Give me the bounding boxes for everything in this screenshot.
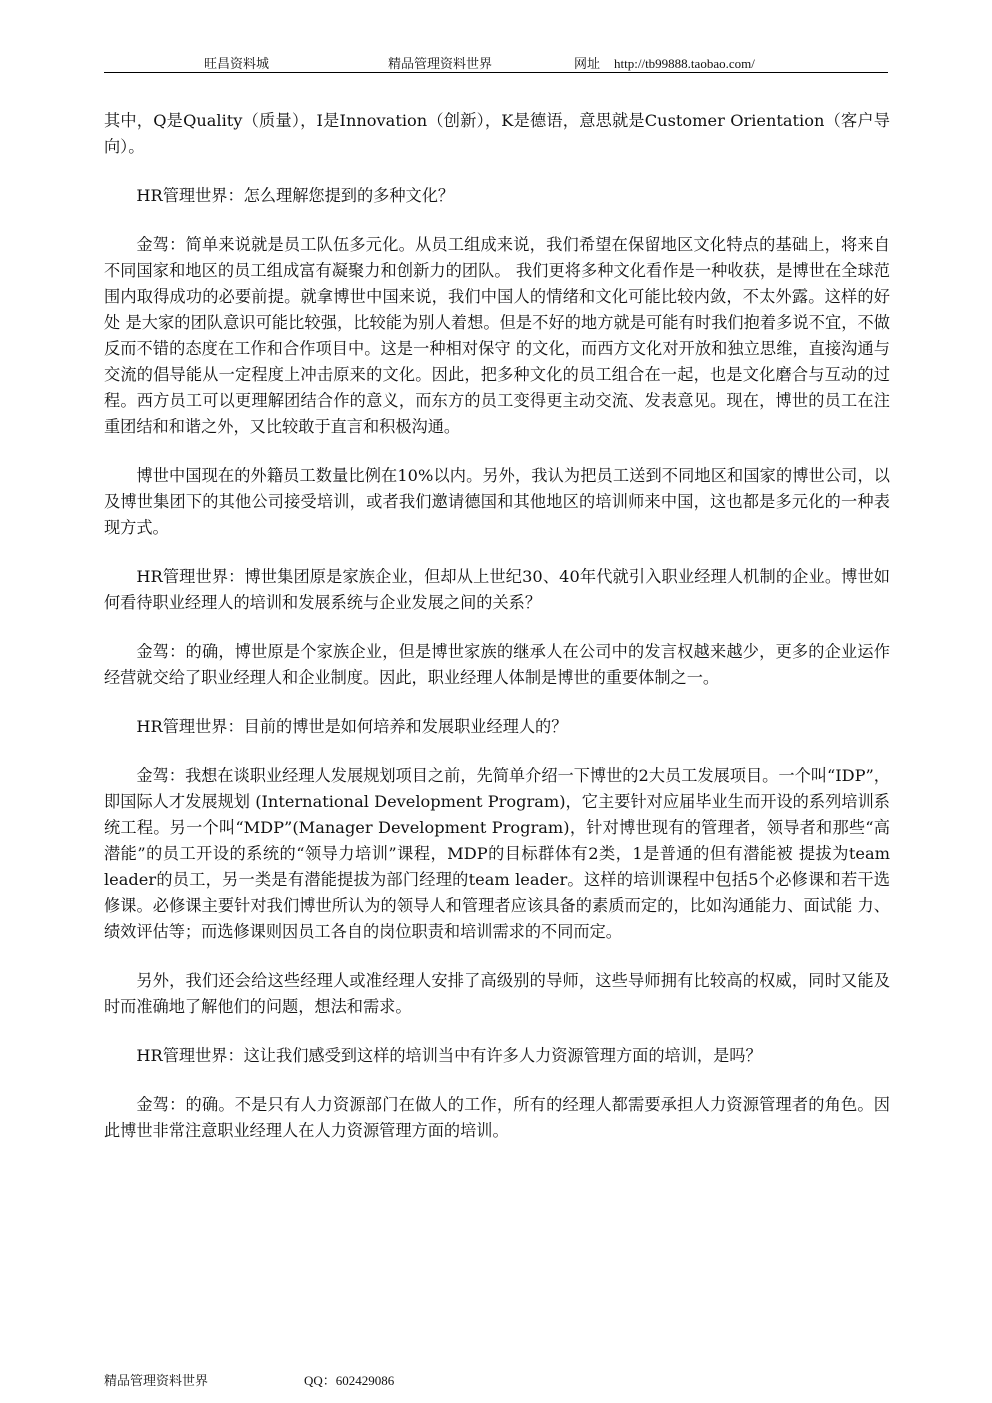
answer-paragraph: 金驾：我想在谈职业经理人发展规划项目之前，先简单介绍一下博世的2大员工发展项目。一个叫“IDP”，即国际人才发展规划 (International Development Program)，它主要针对应届毕业生而开设的系列培训系统工程。另一个叫“MDP”(Manager Development Program)，针对博世现有的管理者，领导者和那些“高潜能”的员工开设的系统的“领导力培训”课程，MDP的目标群体有2类，1是普通的但有潜能被 提拔为team leader的员工，另一类是有潜能提拔为部门经理的team leader。这样的培训课程中包括5个必修课和若干选修课。必修课主要针对我们博世所认为的领导人和管理者应该具备的素质而定的，比如沟通能力、面试能 力、绩效评估等；而选修课则因员工各自的岗位职责和培训需求的不同而定。 xyxy=(104,766,890,941)
paragraph-continuation: 其中，Q是Quality（质量），I是Innovation（创新），K是德语，意思就是Customer Orientation（客户导向）。 xyxy=(104,111,890,156)
question-paragraph: HR管理世界：目前的博世是如何培养和发展职业经理人的？ xyxy=(136,717,568,736)
answer-paragraph: 金驾：的确，博世原是个家族企业，但是博世家族的继承人在公司中的发言权越来越少，更多的企业运作经营就交给了职业经理人和企业制度。因此，职业经理人体制是博世的重要体制之一。 xyxy=(104,642,890,687)
answer-paragraph: 博世中国现在的外籍员工数量比例在10%以内。另外，我认为把员工送到不同地区和国家的博世公司，以及博世集团下的其他公司接受培训，或者我们邀请德国和其他地区的培训师来中国，这也都是多元化的一种表现方式。 xyxy=(104,466,890,537)
answer-paragraph: 金驾：简单来说就是员工队伍多元化。从员工组成来说，我们希望在保留地区文化特点的基础上，将来自不同国家和地区的员工组成富有凝聚力和创新力的团队。 我们更将多种文化看作是一种收获，是博世在全球范围内取得成功的必要前提。就拿博世中国来说，我们中国人的情绪和文化可能比较内敛，不太外露。这样的好处 是大家的团队意识可能比较强，比较能为别人着想。但是不好的地方就是可能有时我们抱着多说不宜，不做反而不错的态度在工作和合作项目中。这是一种相对保守 的文化，而西方文化对开放和独立思维，直接沟通与交流的倡导能从一定程度上冲击原来的文化。因此，把多种文化的员工组合在一起，也是文化磨合与互动的过 程。西方员工可以更理解团结合作的意义，而东方的员工变得更主动交流、发表意见。现在，博世的员工在注重团结和和谐之外，又比较敢于直言和积极沟通。 xyxy=(104,235,890,436)
header-center-text: 精品管理资料世界 xyxy=(388,56,493,71)
header-url-group xyxy=(574,53,755,72)
footer-left-text: 精品管理资料世界 xyxy=(104,1373,209,1388)
header-url-link[interactable]: http://tb99888.taobao.com/ xyxy=(614,56,755,71)
footer-qq-text: QQ：602429086 xyxy=(304,1373,395,1388)
answer-paragraph: 金驾：的确。不是只有人力资源部门在做人的工作，所有的经理人都需要承担人力资源管理者的角色。因此博世非常注意职业经理人在人力资源管理方面的培训。 xyxy=(104,1095,890,1140)
page-header xyxy=(104,50,888,73)
page-footer xyxy=(104,1370,394,1389)
header-left-text: 旺昌资料城 xyxy=(204,56,270,71)
article-body xyxy=(104,108,890,1167)
header-url-label: 网址 xyxy=(574,56,601,71)
question-paragraph: HR管理世界：怎么理解您提到的多种文化？ xyxy=(136,186,455,205)
answer-paragraph: 另外，我们还会给这些经理人或准经理人安排了高级别的导师，这些导师拥有比较高的权威，同时又能及时而准确地了解他们的问题，想法和需求。 xyxy=(104,971,890,1016)
question-paragraph: HR管理世界：这让我们感受到这样的培训当中有许多人力资源管理方面的培训，是吗？ xyxy=(136,1046,762,1065)
question-paragraph: HR管理世界：博世集团原是家族企业，但却从上世纪30、40年代就引入职业经理人机制的企业。博世如何看待职业经理人的培训和发展系统与企业发展之间的关系？ xyxy=(104,567,890,612)
